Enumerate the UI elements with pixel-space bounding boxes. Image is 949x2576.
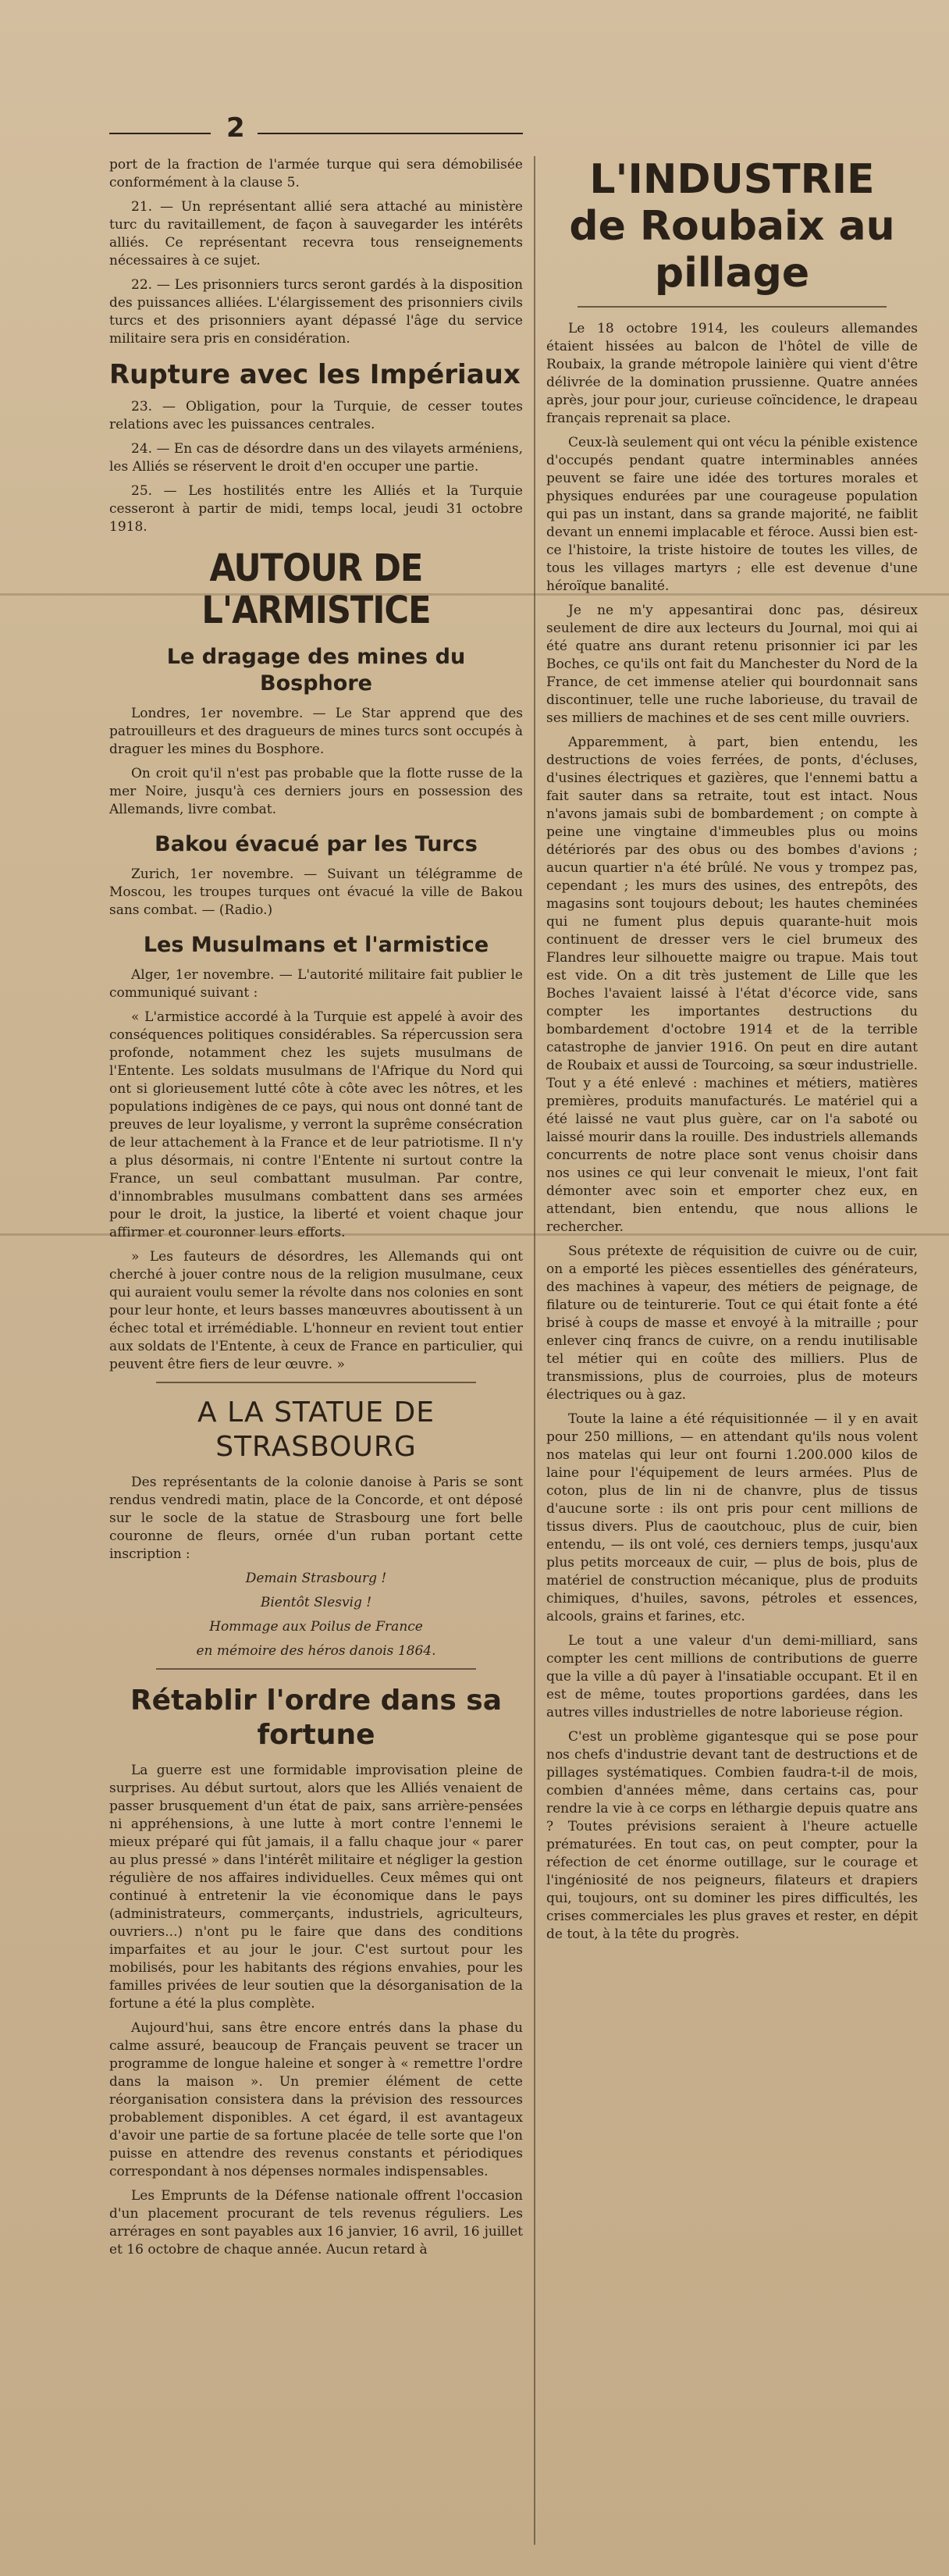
article-paragraph: Les Emprunts de la Défense nationale offrent l'occasion d'un placement procurant de tels revenus réguliers. Les arrérages en sont payables aux 16 janvier, 16 avril, 16 juillet et 16 octobre de chaque année. Aucun retard à	[109, 2188, 523, 2258]
article-paragraph: port de la fraction de l'armée turque qui sera démobilisée conformément à la clause 5.	[109, 157, 523, 190]
left-column	[109, 156, 523, 2265]
article-paragraph: Ceux-là seulement qui ont vécu la pénible existence d'occupés pendant quatre interminables années peuvent se faire une idée des tortures morales et physiques endurées par une courageuse population qui pas un instant, dans sa grande majorité, ne faiblit devant un ennemi implacable et féroce. Aussi bien est-ce l'histoire, la triste histoire de toutes les villes, de tous les villages martyrs ; elle est devenue d'une héroïque banalité.	[546, 435, 918, 594]
article-paragraph: 22. — Les prisonniers turcs seront gardés à la disposition des puissances alliées. L'élargissement des prisonniers civils turcs et des prisonniers ayant dépassé l'âge du service militaire sera pris en considération.	[109, 277, 523, 347]
article-paragraph: Le 18 octobre 1914, les couleurs allemandes étaient hissées au balcon de l'hôtel de ville de Roubaix, la grande métropole lainière qui vient d'être délivrée de la domination prussienne. Quatre années après, jour pour jour, curieuse coïncidence, le drapeau français reprenait sa place.	[546, 321, 918, 426]
separator	[578, 306, 887, 308]
separator	[156, 1382, 476, 1383]
article-paragraph: Zurich, 1er novembre. — Suivant un télégramme de Moscou, les troupes turques ont évacué la ville de Bakou sans combat. — (Radio.)	[109, 866, 523, 918]
article-paragraph: Alger, 1er novembre. — L'autorité militaire fait publier le communiqué suivant :	[109, 967, 523, 1001]
right-column	[546, 156, 918, 1950]
article-paragraph: Sous prétexte de réquisition de cuivre ou de cuir, on a emporté les pièces essentielles des générateurs, des machines à vapeur, des métiers de peignage, de filature ou de teinturerie. Tout ce qui était fonte a été brisé à coups de masse et envoyé à la mitraille ; pour enlever cinq francs de cuivre, on a rendu inutilisable tel métier qui en coûte des milliers. Plus de transmissions, plus de courroies, plus de moteurs électriques ou à gaz.	[546, 1244, 918, 1403]
article-paragraph: Toute la laine a été réquisitionnée — il y en avait pour 250 millions, — en attendant qu'ils nous volent nos matelas qui leur ont fourni 1.200.000 kilos de laine pour l'équipement de leurs armées. Plus de coton, plus de lin ni de chanvre, plus de tissus d'aucune sorte : ils ont pris pour cent millions de tissus divers. Plus de caoutchouc, plus de cuir, bien entendu, — ils ont volé, ces derniers temps, jusqu'aux plus petits morceaux de cuir, — plus de bois, plus de matériel de construction mécanique, plus de produits chimiques, d'huiles, savons, pétroles et essences, alcools, grains et farines, etc.	[546, 1411, 918, 1624]
subheading: Le dragage des mines du Bosphore	[166, 645, 466, 696]
article-paragraph: » Les fauteurs de désordres, les Allemands qui ont cherché à jouer contre nous de la religion musulmane, ceux qui auraient voulu semer la révolte dans nos colonies en sont pour leur honte, et leurs basses manœuvres aboutissent à un échec total et irrémédiable. L'honneur en revient tout entier aux soldats de l'Entente, à ceux de France en particulier, qui peuvent être fiers de leur œuvre. »	[109, 1249, 523, 1372]
inscription-line: en mémoire des héros danois 1864.	[196, 1643, 436, 1659]
article-paragraph: 25. — Les hostilités entre les Alliés et la Turquie cesseront à partir de midi, temps local, jeudi 31 octobre 1918.	[109, 483, 523, 535]
subheading: Bakou évacué par les Turcs	[155, 832, 478, 856]
article-paragraph: Je ne m'y appesantirai donc pas, désireux seulement de dire aux lecteurs du Journal, moi qui ai été quatre ans durant retenu prisonnier ici par les Boches, ce qu'ils ont fait du Manchester du Nord de la France, de cet immense atelier qui bourdonnait sans discontinuer, telle une ruche laborieuse, du travail de ses milliers de machines et de ses cent mille ouvriers.	[546, 603, 918, 726]
headline: AUTOUR DE L'ARMISTICE	[201, 546, 431, 632]
subheading: Les Musulmans et l'armistice	[143, 933, 489, 957]
header-rule	[258, 133, 523, 134]
page-number: 2	[226, 112, 245, 144]
column-rule	[534, 156, 535, 2545]
section-heading: Rupture avec les Impériaux	[109, 359, 521, 390]
section-heading: A LA STATUE DE STRASBOURG	[197, 1397, 435, 1463]
article-paragraph: 21. — Un représentant allié sera attaché au ministère turc du ravitaillement, de façon à sauvegarder les intérêts alliés. Ce représentant recevra tous renseignements nécessaires à ce sujet.	[109, 199, 523, 269]
article-title	[546, 156, 918, 297]
article-paragraph: Aujourd'hui, sans être encore entrés dans la phase du calme assuré, beaucoup de Français peuvent se tracer un programme de longue haleine et songer à « remettre l'ordre dans la maison ». Un premier élément de cette réorganisation consistera dans la prévision des ressources probablement disponibles. A cet égard, il est avantageux d'avoir une partie de sa fortune placée de telle sorte que l'on puisse en attendre des revenus constants et périodiques correspondant à nos dépenses normales indispensables.	[109, 2020, 523, 2179]
inscription-line: Hommage aux Poilus de France	[209, 1619, 423, 1635]
article-paragraph: 23. — Obligation, pour la Turquie, de cesser toutes relations avec les puissances centrales.	[109, 399, 523, 432]
article-paragraph: La guerre est une formidable improvisation pleine de surprises. Au début surtout, alors que les Alliés venaient de passer brusquement d'un état de paix, sans arrière-pensées ni appréhensions, à une lutte à mort contre l'ennemi le mieux préparé qui fût jamais, il a fallu chaque jour « parer au plus pressé » dans l'intérêt militaire et négliger la gestion régulière de nos affaires individuelles. Ceux mêmes qui ont continué à entretenir la vie économique dans le pays (administrateurs, commerçants, industriels, agriculteurs, ouvriers...) n'ont pu le faire que dans des conditions imparfaites et au jour le jour. C'est surtout pour les mobilisés, pour les habitants des régions envahies, pour les familles privées de leur soutien que la désorganisation de la fortune a été la plus complète.	[109, 1763, 523, 2012]
page-header	[109, 112, 523, 144]
article-paragraph: Apparemment, à part, bien entendu, les destructions de voies ferrées, de ponts, d'écluses, d'usines électriques et gazières, que l'ennemi battu a fait sauter dans sa retraite, tout est intact. Nous n'avons jamais subi de bombardement ; on compte à peine une vingtaine d'immeubles plus ou moins détériorés par des obus ou des bombes d'avions ; aucun quartier n'a été brûlé. Ne vous y trompez pas, cependant ; les murs des usines, des entrepôts, des magasins sont toujours debout; les hautes cheminées qui ne fument plus depuis quarante-huit mois continuent de dresser vers le ciel brumeux des Flandres leur silhouette maigre ou trapue. Mais tout est vide. On a dit très justement de Lille que les Boches l'avaient laissé à l'état d'écorce vide, sans compter les importantes destructions du bombardement d'octobre 1914 et de la terrible catastrophe de janvier 1916. On peut en dire autant de Roubaix et aussi de Tourcoing, sa sœur industrielle. Tout y a été enlevé : machines et métiers, matières premières, produits manufacturés. Le matériel qui a été laissé ne vaut plus guère, car on l'a saboté ou laissé mourir dans la rouille. Des industriels allemands concurrents de notre place sont venus choisir dans nos usines ce qui leur convenait le mieux, l'ont fait démonter avec soin et emporter chez eux, en attendant, bien entendu, que nous allions le rechercher.	[546, 735, 918, 1235]
inscription-line: Demain Strasbourg !	[245, 1571, 387, 1586]
article-paragraph: « L'armistice accordé à la Turquie est appelé à avoir des conséquences politiques considérables. Sa répercussion sera profonde, notamment chez les sujets musulmans de l'Entente. Les soldats musulmans de l'Afrique du Nord qui ont si glorieusement lutté côte à côte avec les nôtres, et les populations indigènes de ce pays, qui nous ont donné tant de preuves de leur loyalisme, y verront la suprême consécration de leur attachement à la France et de leur patriotisme. Il n'y a plus désormais, ni contre l'Entente ni surtout contre la France, un seul combattant musulman. Par contre, d'innombrables musulmans combattent dans ses armées pour le droit, la justice, la liberté et voient chaque jour affirmer et couronner leurs efforts.	[109, 1009, 523, 1240]
article-paragraph: C'est un problème gigantesque qui se pose pour nos chefs d'industrie devant tant de destructions et de pillages systématiques. Combien faudra-t-il de mois, combien d'années même, dans certains cas, pour rendre la vie à ce corps en léthargie depuis quatre ans ? Toutes prévisions seraient à l'heure actuelle prématurées. En tout cas, on peut compter, pour la réfection de cet énorme outillage, sur le courage et l'ingéniosité de nos peigneurs, filateurs et drapiers qui, toujours, ont su dominer les pires difficultés, les crises commerciales les plus graves et rester, en dépit de tout, à la tête du progrès.	[546, 1729, 918, 1942]
article-paragraph: Le tout a une valeur d'un demi-milliard, sans compter les cent millions de contributions de guerre que la ville a dû payer à l'insatiable occupant. Et il en est de même, toutes proportions gardées, dans les autres villes industrielles de notre laborieuse région.	[546, 1633, 918, 1720]
article-paragraph: 24. — En cas de désordre dans un des vilayets arméniens, les Alliés se réservent le droit d'en occuper une partie.	[109, 441, 523, 475]
article-paragraph: Londres, 1er novembre. — Le Star apprend que des patrouilleurs et des dragueurs de mines turcs sont occupés à draguer les mines du Bosphore.	[109, 706, 523, 757]
inscription-line: Bientôt Slesvig !	[260, 1595, 372, 1610]
separator	[156, 1668, 476, 1670]
section-heading: Rétablir l'ordre dans sa fortune	[130, 1685, 503, 1751]
article-paragraph: Des représentants de la colonie danoise à Paris se sont rendus vendredi matin, place de la Concorde, et ont déposé sur le socle de la statue de Strasbourg une fort belle couronne de fleurs, ornée d'un ruban portant cette inscription :	[109, 1475, 523, 1562]
title-line: de Roubaix au pillage	[569, 203, 895, 297]
header-rule	[109, 133, 211, 134]
article-paragraph: On croit qu'il n'est pas probable que la flotte russe de la mer Noire, jusqu'à ces derniers jours en possession des Allemands, livre combat.	[109, 766, 523, 817]
title-line: L'INDUSTRIE	[589, 156, 875, 203]
